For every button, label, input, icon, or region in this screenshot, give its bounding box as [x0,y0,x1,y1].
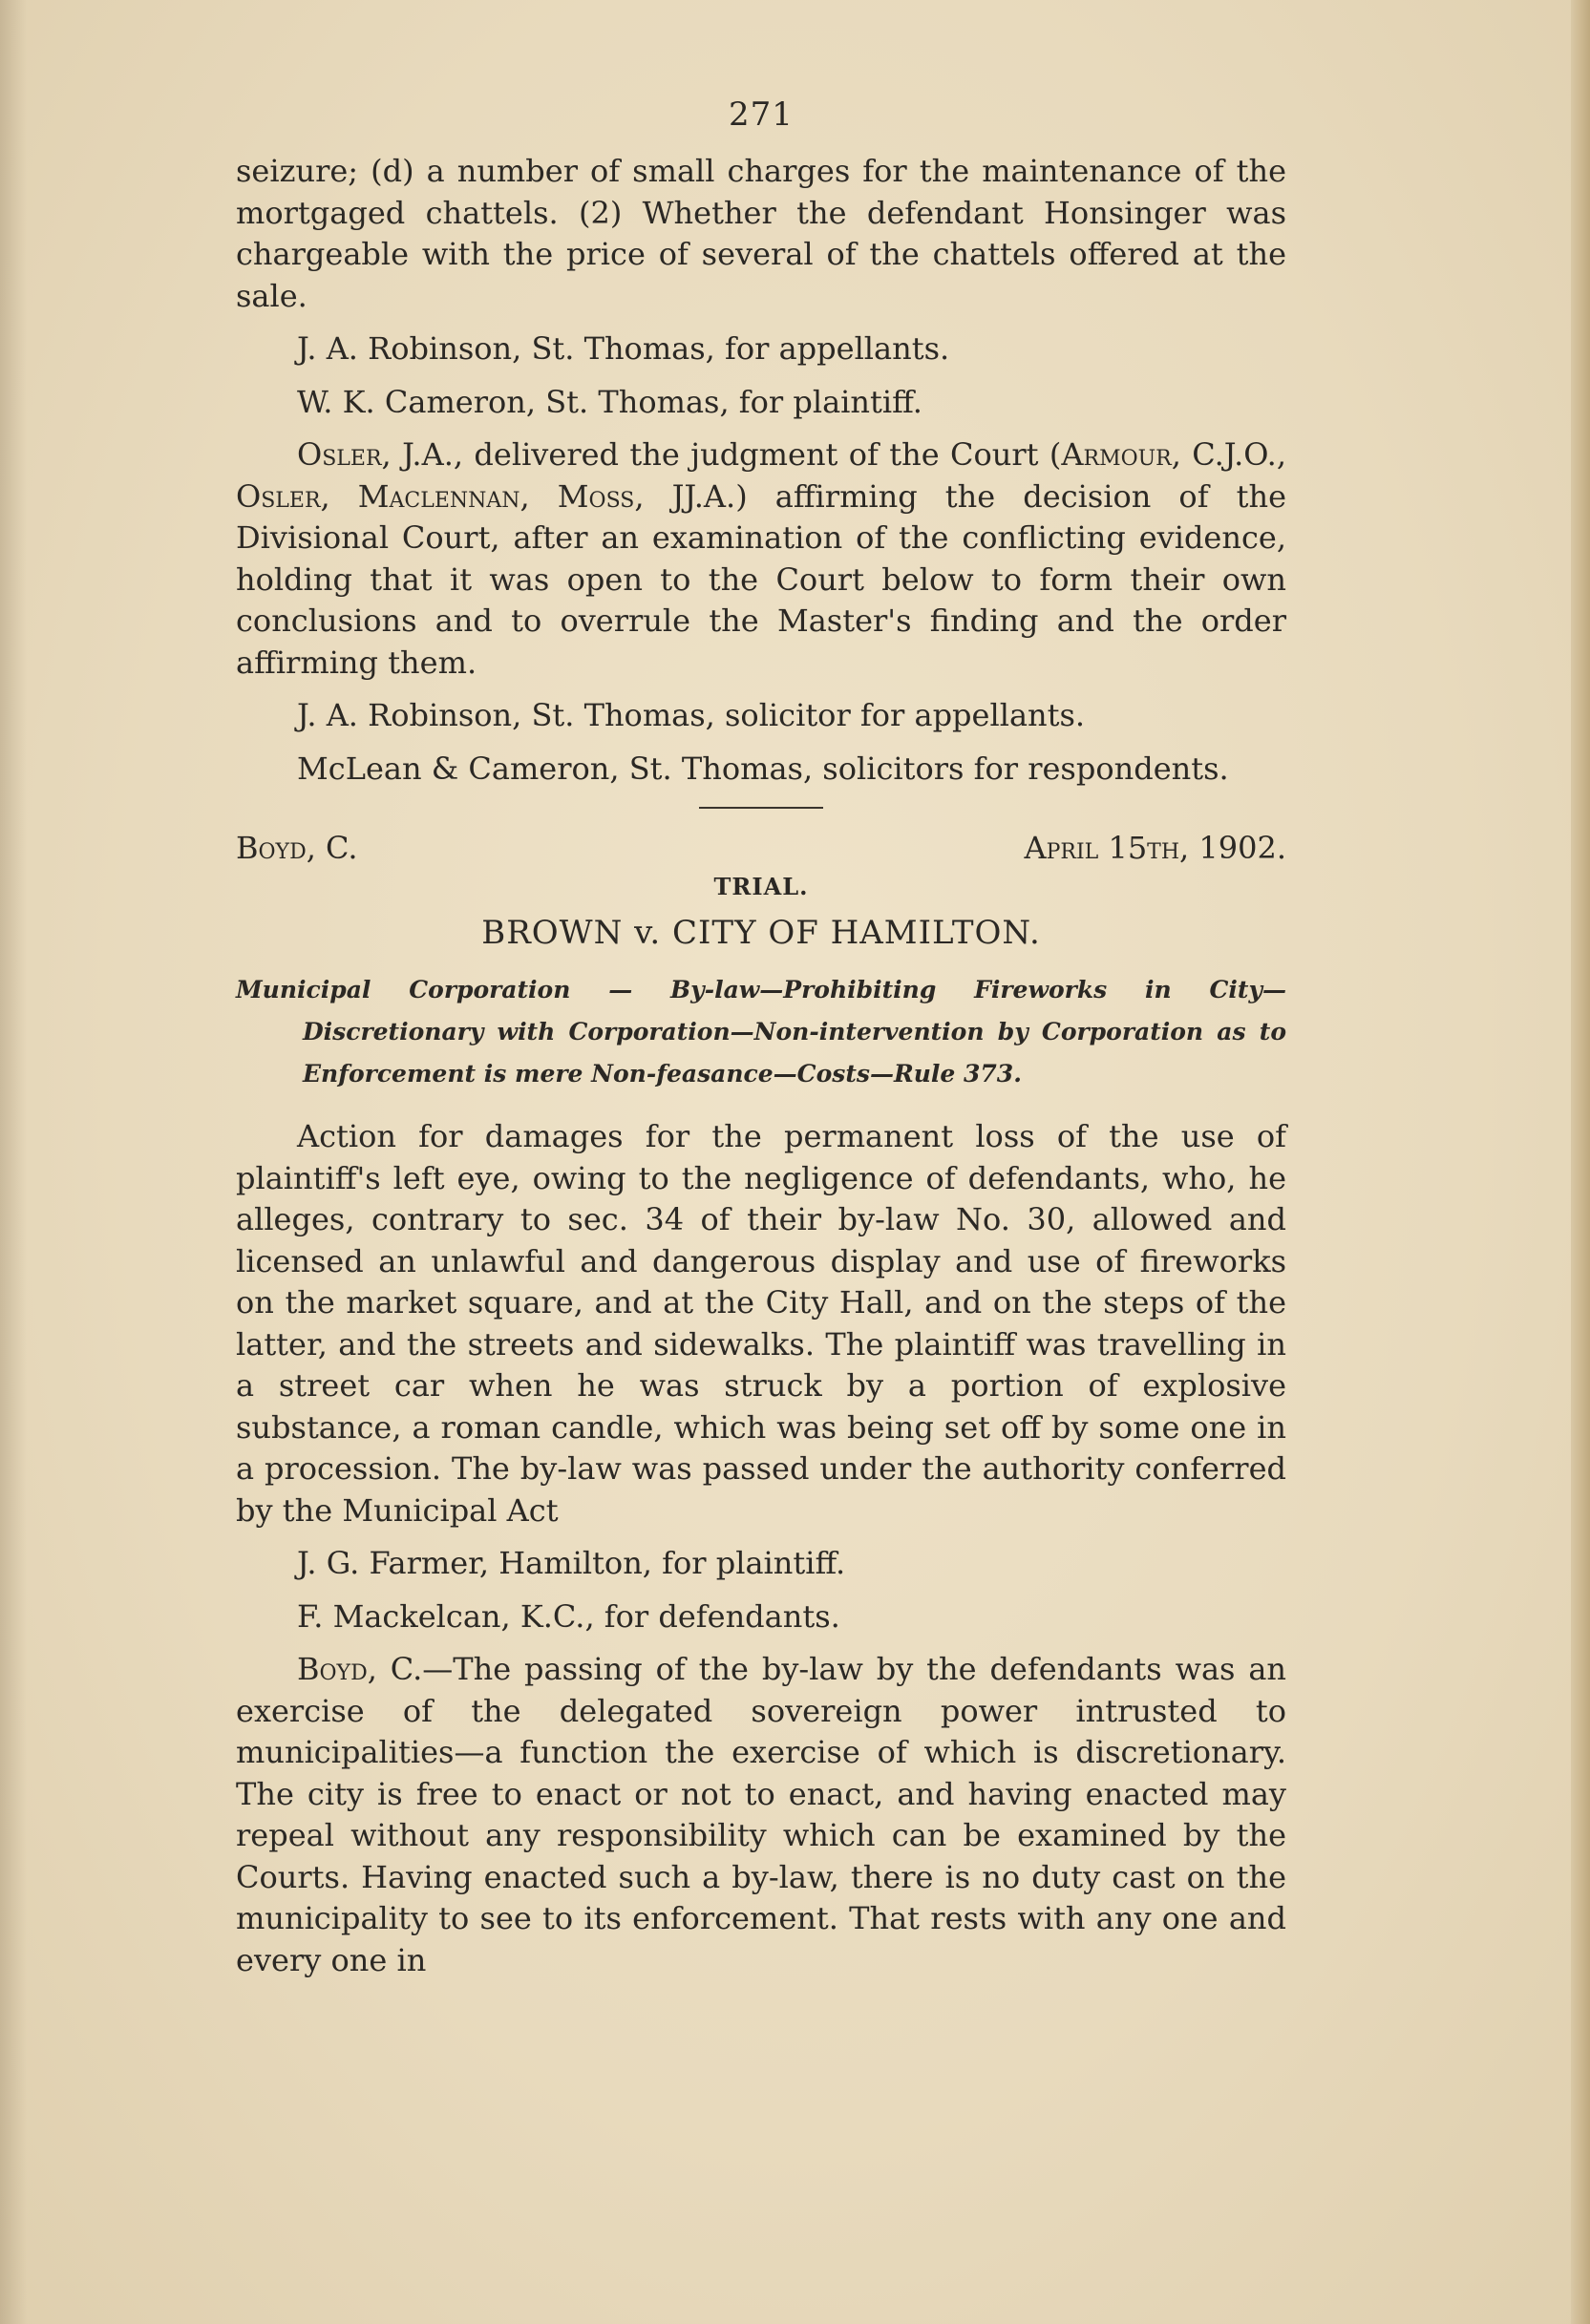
judgment-text: , C.—The passing of the by-law by the defendants was an exercise of the delegated sovereign power intrusted to municipalities—a function the exercise of which is discretionary. The city is free to enact or not to enact, and having enacted may repeal without any responsibility which can be examined by the Courts. Having enacted such a by-law, there is no duty cast on the municipality to see to its enforcement. That rests with any one and every one in [236,1651,1286,1978]
statement-paragraph: Action for damages for the permanent loss of the use of plaintiff's left eye, owing to the negligence of defendants, who, he alleges, contrary to sec. 34 of their by-law No. 30, allowed and licensed an unlawful and dangerous display and use of fireworks on the market square, and at the City Hall, and on the steps of the latter, and the streets and sidewalks. The plaintiff was travelling in a street car when he was struck by a portion of explosive substance, a roman candle, which was being set off by some one in a procession. The by-law was passed under the authority conferred by the Municipal Act [236,1118,1286,1529]
page-edge [1571,0,1590,2324]
binding-shadow [0,0,27,2324]
judge-name: Boyd [297,1651,368,1687]
judgment-text: , J.A., delivered the judgment of the Court ( [381,436,1062,473]
counsel-line: J. A. Robinson, St. Thomas, for appellants. [297,330,950,367]
section-divider [699,807,823,809]
judgment-text: , C.J.O., [1171,436,1287,473]
page-number: 271 [729,95,794,134]
judge-names: Osler, Maclennan, Moss [236,477,635,515]
solicitor-line: J. A. Robinson, St. Thomas, solicitor for appellants. [297,697,1086,733]
dateline-date: April 15th, 1902. [1024,830,1286,866]
dateline-judge: Boyd, C. [236,830,358,866]
counsel-line: W. K. Cameron, St. Thomas, for plaintiff. [297,383,922,420]
counsel-line: F. Mackelcan, K.C., for defendants. [297,1597,840,1635]
dateline [236,828,1286,869]
counsel-line: J. G. Farmer, Hamilton, for plaintiff. [297,1545,846,1581]
judgment-text: , JJ.A.) affirming the decision of the Divisional Court, after an examination of the conflicting evidence, holding that it was open to the Court below to form their own conclusions and to overrule the Master's finding and the order affirming them. [236,477,1286,681]
case-title: BROWN v. CITY OF HAMILTON. [481,914,1041,952]
judgment-paragraph [236,1649,1286,1981]
page-content [236,95,1286,1981]
judgment-paragraph [236,434,1286,684]
trial-label: TRIAL. [713,873,809,900]
judge-name: Armour [1061,436,1172,473]
headnote: Municipal Corporation — By-law—Prohibiting Fireworks in City—Discretionary with Corporation—Non-intervention by Corporation as to Enforcement is mere Non-feasance—Costs—Rule 373. [236,976,1286,1088]
judge-name: Osler [297,436,382,473]
solicitor-line: McLean & Cameron, St. Thomas, solicitors for respondents. [297,750,1229,787]
continuation-paragraph: seizure; (d) a number of small charges for the maintenance of the mortgaged chattels. (2) Whether the defendant Honsinger was chargeable with the price of several of the chattels offered at the sale. [236,153,1286,314]
